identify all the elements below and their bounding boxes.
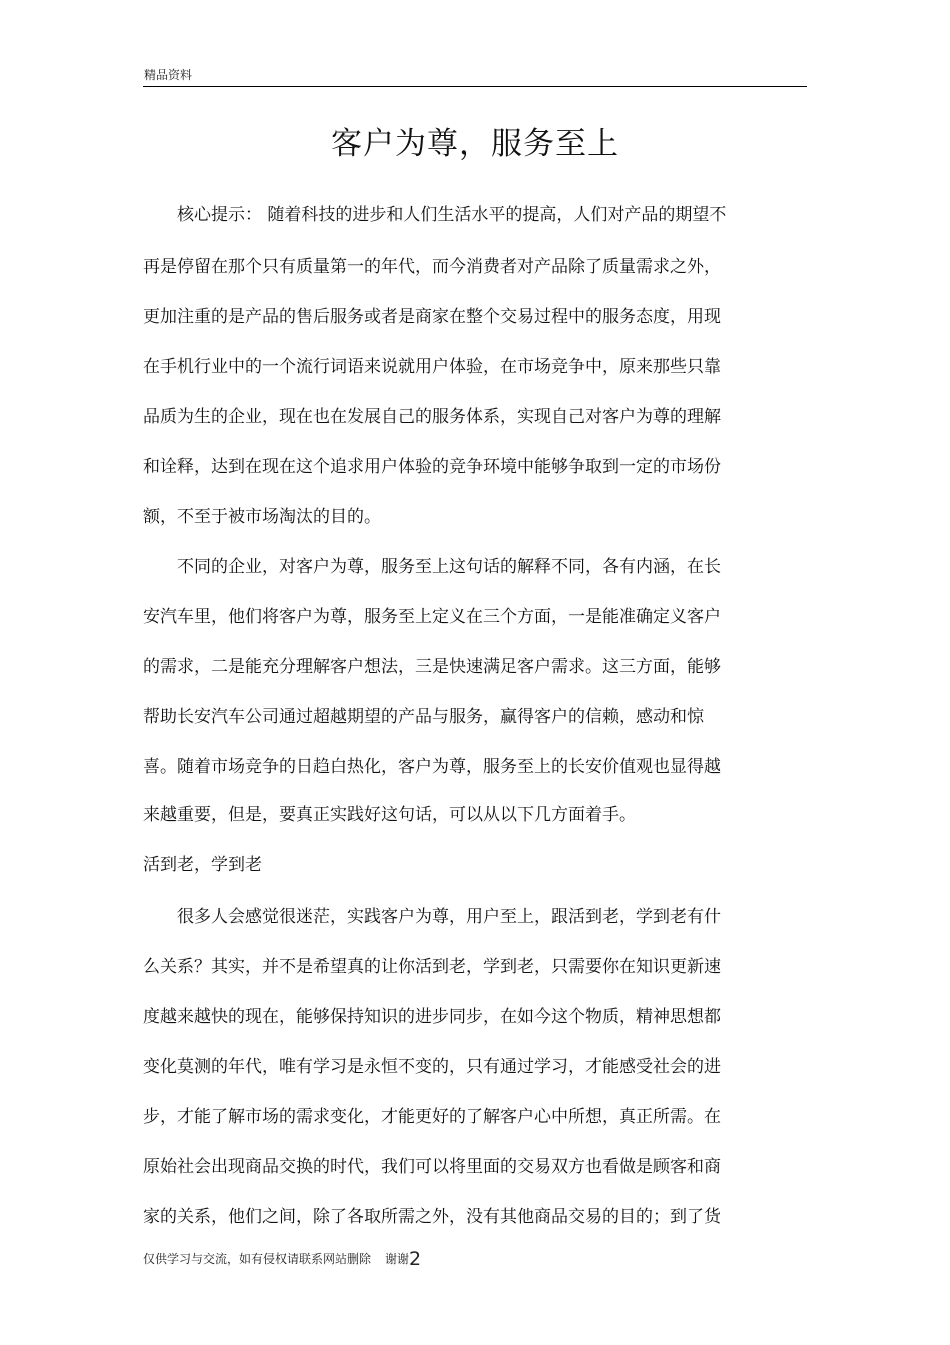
page-footer <box>143 1248 421 1270</box>
page-number: 2 <box>409 1248 422 1270</box>
body-line: 的需求，二是能充分理解客户想法，三是快速满足客户需求。这三方面，能够 <box>143 657 721 677</box>
body-line: 品质为生的企业，现在也在发展自己的服务体系，实现自己对客户为尊的理解 <box>143 407 721 427</box>
body-line: 再是停留在那个只有质量第一的年代，而今消费者对产品除了质量需求之外， <box>143 257 721 277</box>
body-line: 很多人会感觉很迷茫，实践客户为尊，用户至上，跟活到老，学到老有什 <box>143 907 721 927</box>
header-label: 精品资料 <box>144 68 193 82</box>
body-line: 核心提示： 随着科技的进步和人们生活水平的提高，人们对产品的期望不 <box>143 205 727 225</box>
body-line: 来越重要，但是，要真正实践好这句话，可以从以下几方面着手。 <box>143 805 636 825</box>
body-line: 额，不至于被市场淘汰的目的。 <box>143 507 381 527</box>
body-line: 和诠释，达到在现在这个追求用户体验的竞争环境中能够争取到一定的市场份 <box>143 457 721 477</box>
body-line: 家的关系，他们之间，除了各取所需之外，没有其他商品交易的目的；到了货 <box>143 1207 721 1227</box>
body-line: 不同的企业，对客户为尊，服务至上这句话的解释不同，各有内涵，在长 <box>143 557 721 577</box>
section-heading: 活到老，学到老 <box>143 855 262 875</box>
document-title: 客户为尊，服务至上 <box>331 126 619 162</box>
body-line: 帮助长安汽车公司通过超越期望的产品与服务，赢得客户的信赖，感动和惊 <box>143 707 704 727</box>
body-line: 安汽车里，他们将客户为尊，服务至上定义在三个方面，一是能准确定义客户 <box>143 607 721 627</box>
body-line: 么关系？其实，并不是希望真的让你活到老，学到老，只需要你在知识更新速 <box>143 957 721 977</box>
body-line: 步，才能了解市场的需求变化，才能更好的了解客户心中所想，真正所需。在 <box>143 1107 721 1127</box>
body-line: 喜。随着市场竞争的日趋白热化，客户为尊，服务至上的长安价值观也显得越 <box>143 757 721 777</box>
footer-notice: 仅供学习与交流，如有侵权请联系网站删除 <box>143 1252 372 1266</box>
body-line: 原始社会出现商品交换的时代，我们可以将里面的交易双方也看做是顾客和商 <box>143 1157 721 1177</box>
header-divider <box>143 86 807 87</box>
body-line: 更加注重的是产品的售后服务或者是商家在整个交易过程中的服务态度，用现 <box>143 307 721 327</box>
footer-thanks: 谢谢 <box>385 1252 410 1266</box>
body-line: 变化莫测的年代，唯有学习是永恒不变的，只有通过学习，才能感受社会的进 <box>143 1057 721 1077</box>
body-line: 度越来越快的现在，能够保持知识的进步同步，在如今这个物质，精神思想都 <box>143 1007 721 1027</box>
body-line: 在手机行业中的一个流行词语来说就用户体验，在市场竞争中，原来那些只靠 <box>143 357 721 377</box>
